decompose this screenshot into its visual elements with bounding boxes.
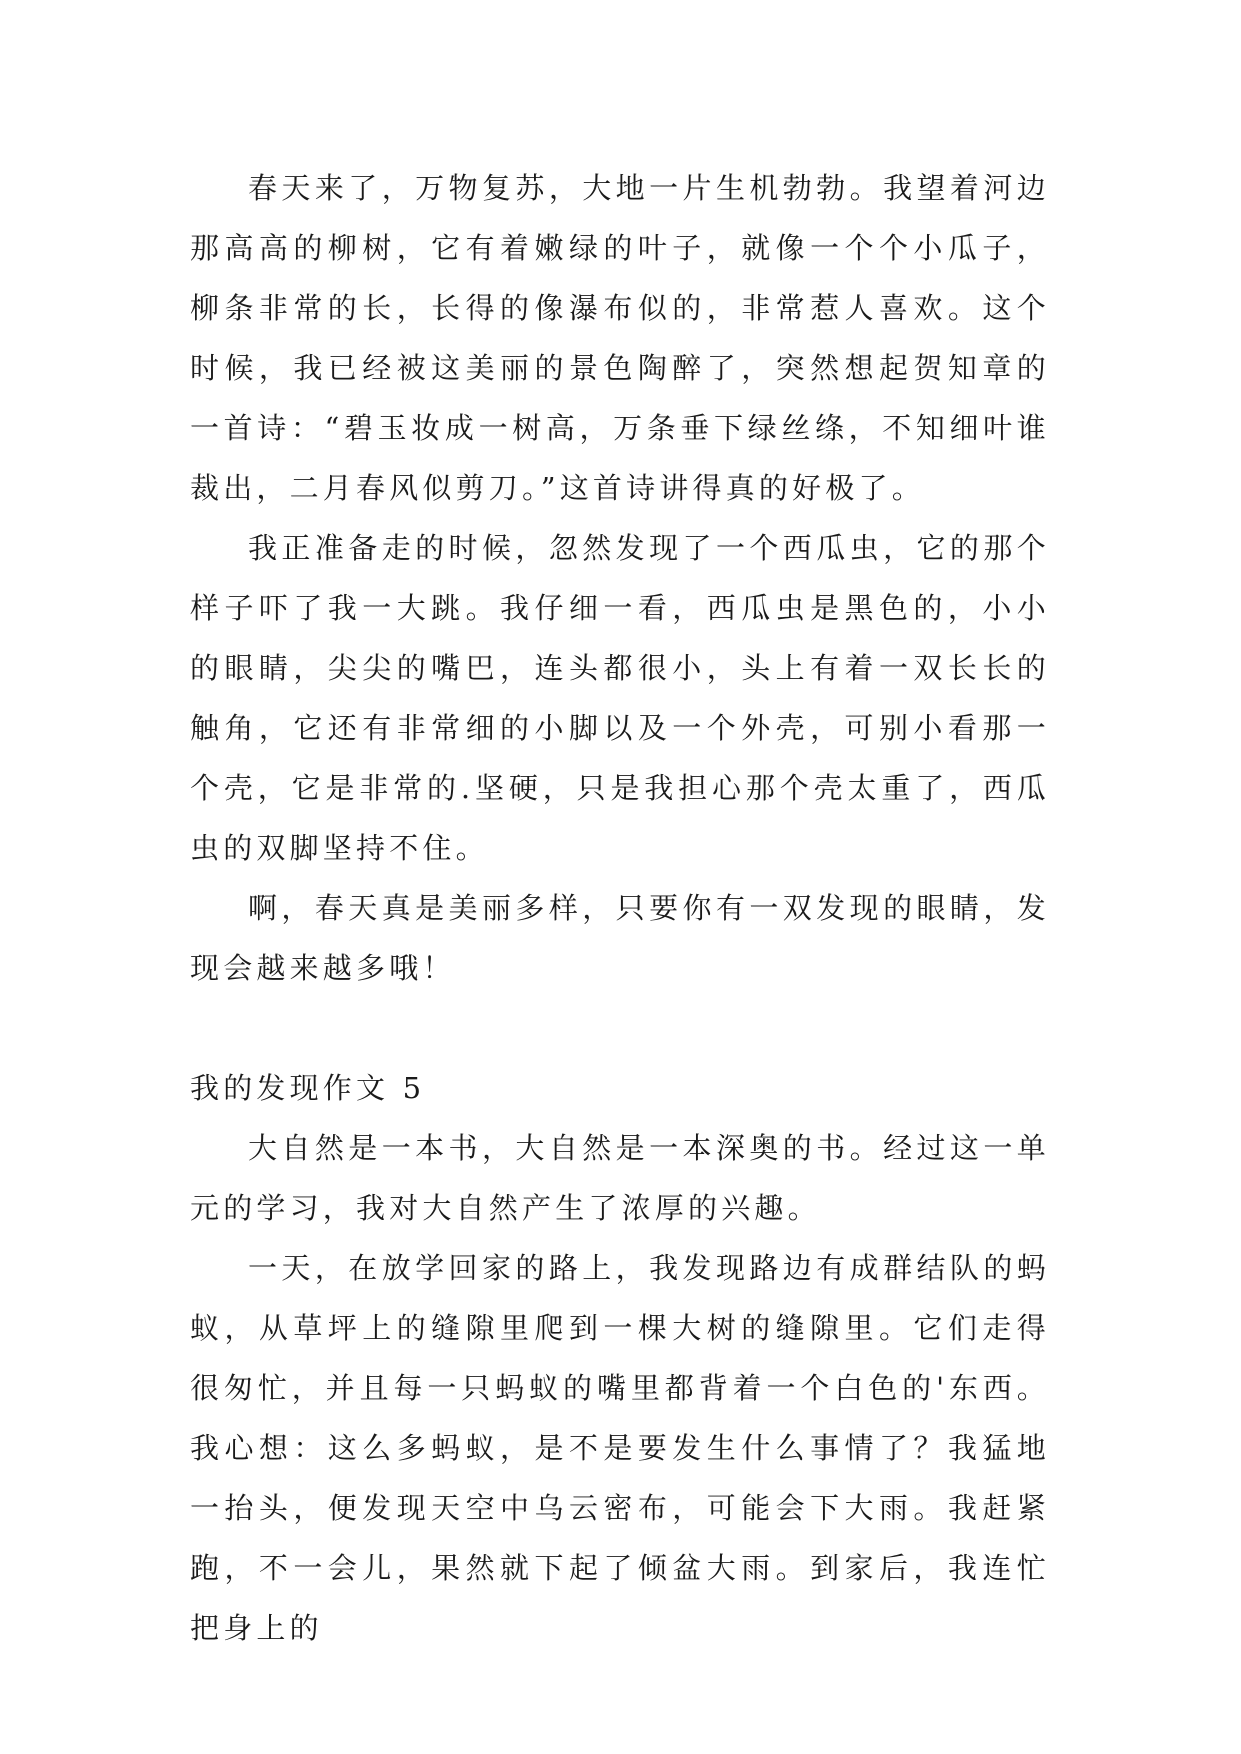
- paragraph-spring-willow: 春天来了，万物复苏，大地一片生机勃勃。我望着河边那高高的柳树，它有着嫩绿的叶子，就像一个个小瓜子，柳条非常的长，长得的像瀑布似的，非常惹人喜欢。这个时候，我已经被这美丽的景色陶醉了，突然想起贺知章的一首诗：“碧玉妆成一树高，万条垂下绿丝绦，不知细叶谁裁出，二月春风似剪刀。”这首诗讲得真的好极了。: [190, 171, 1050, 505]
- paragraph-ants: 一天，在放学回家的路上，我发现路边有成群结队的蚂蚁，从草坪上的缝隙里爬到一棵大树的缝隙里。它们走得很匆忙，并且每一只蚂蚁的嘴里都背着一个白色的'东西。我心想：这么多蚂蚁，是不是要发生什么事情了？我猛地一抬头，便发现天空中乌云密布，可能会下大雨。我赶紧跑，不一会儿，果然就下起了倾盆大雨。到家后，我连忙把身上的: [190, 1251, 1050, 1645]
- paragraph-spring-conclusion: 啊，春天真是美丽多样，只要你有一双发现的眼睛，发现会越来越多哦！: [190, 891, 1050, 985]
- document-page: [190, 158, 1050, 1658]
- essay-title: 我的发现作文 5: [190, 1071, 426, 1105]
- paragraph-nature-book: 大自然是一本书，大自然是一本深奥的书。经过这一单元的学习，我对大自然产生了浓厚的兴趣。: [190, 1131, 1050, 1225]
- paragraph-pillbug: 我正准备走的时候，忽然发现了一个西瓜虫，它的那个样子吓了我一大跳。我仔细一看，西瓜虫是黑色的，小小的眼睛，尖尖的嘴巴，连头都很小，头上有着一双长长的触角，它还有非常细的小脚以及一个外壳，可别小看那一个壳，它是非常的.坚硬，只是我担心那个壳太重了，西瓜虫的双脚坚持不住。: [190, 531, 1050, 865]
